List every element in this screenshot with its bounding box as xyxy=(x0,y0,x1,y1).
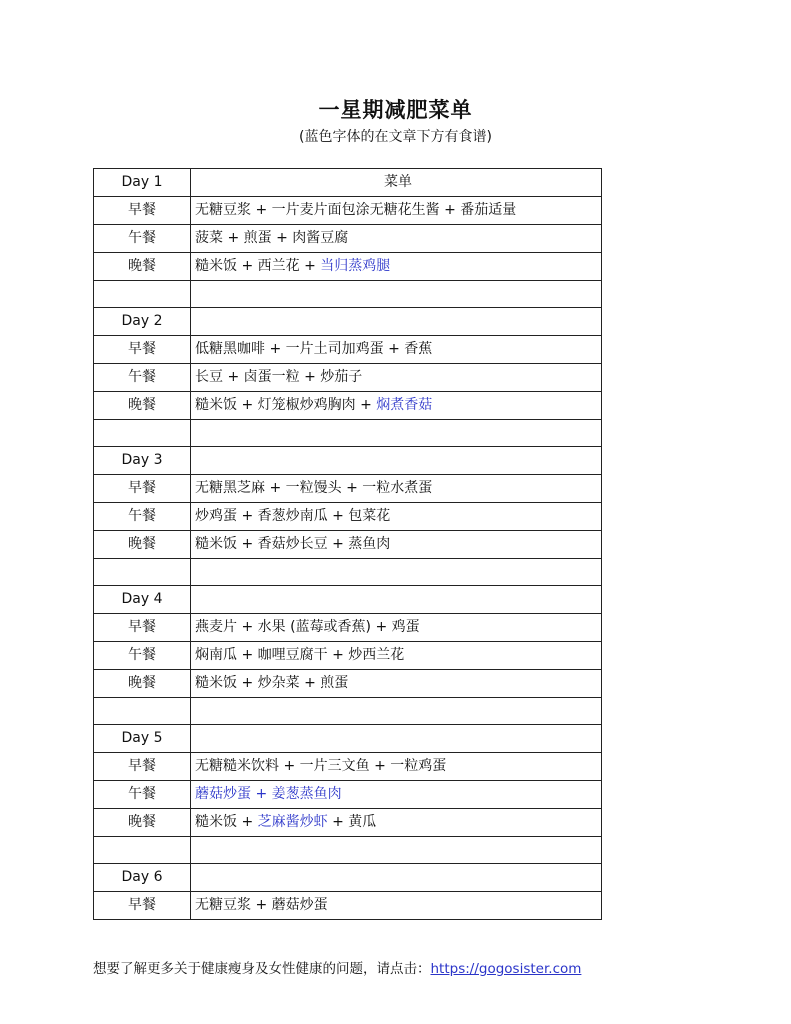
row-menu xyxy=(191,670,602,698)
table-row xyxy=(94,586,602,614)
table-row xyxy=(94,503,602,531)
row-label: 早餐 xyxy=(94,614,191,642)
row-menu xyxy=(191,503,602,531)
row-label: Day 2 xyxy=(94,308,191,336)
row-label: 午餐 xyxy=(94,364,191,392)
menu-text: 焖南瓜 + 咖哩豆腐干 + 炒西兰花 xyxy=(195,647,405,663)
row-label xyxy=(94,837,191,864)
row-menu xyxy=(191,392,602,420)
row-label: 早餐 xyxy=(94,336,191,364)
table-row xyxy=(94,614,602,642)
menu-text: 无糖糙米饮料 + 一片三文鱼 + 一粒鸡蛋 xyxy=(195,758,447,774)
row-menu xyxy=(191,197,602,225)
table-row xyxy=(94,281,602,308)
table-row xyxy=(94,837,602,864)
table-row xyxy=(94,197,602,225)
row-label xyxy=(94,281,191,308)
menu-text: 糙米饭 + 香菇炒长豆 + 蒸鱼肉 xyxy=(195,536,391,552)
page-title: 一星期减肥菜单 xyxy=(318,98,473,122)
row-label: 晚餐 xyxy=(94,392,191,420)
menu-text: 炒鸡蛋 + 香葱炒南瓜 + 包菜花 xyxy=(195,508,391,524)
row-label: 午餐 xyxy=(94,642,191,670)
row-menu xyxy=(191,614,602,642)
row-label xyxy=(94,420,191,447)
row-menu xyxy=(191,253,602,281)
menu-text: 燕麦片 + 水果 (蓝莓或香蕉) + 鸡蛋 xyxy=(195,619,420,635)
row-menu xyxy=(191,475,602,503)
menu-text: 无糖豆浆 + 一片麦片面包涂无糖花生酱 + 番茄适量 xyxy=(195,202,517,218)
row-label: 早餐 xyxy=(94,892,191,920)
recipe-item: 焖煮香菇 xyxy=(376,397,433,413)
table-body xyxy=(94,197,602,920)
row-label: 早餐 xyxy=(94,475,191,503)
table-row xyxy=(94,670,602,698)
row-label: Day 4 xyxy=(94,586,191,614)
row-menu xyxy=(191,531,602,559)
row-label: 早餐 xyxy=(94,753,191,781)
weekly-menu-table xyxy=(93,168,602,920)
menu-text: 糙米饭 + 西兰花 + xyxy=(195,258,321,274)
menu-text: 无糖豆浆 + 蘑菇炒蛋 xyxy=(195,897,328,913)
footer xyxy=(93,957,581,977)
footer-text: 想要了解更多关于健康瘦身及女性健康的问题，请点击： xyxy=(93,961,431,977)
row-menu xyxy=(191,364,602,392)
row-label: 早餐 xyxy=(94,197,191,225)
table-row xyxy=(94,892,602,920)
table-row xyxy=(94,753,602,781)
row-menu xyxy=(191,753,602,781)
recipe-item: 当归蒸鸡腿 xyxy=(320,258,391,274)
row-menu xyxy=(191,725,602,753)
row-menu xyxy=(191,586,602,614)
row-label: Day 3 xyxy=(94,447,191,475)
row-label: Day 6 xyxy=(94,864,191,892)
header-menu: 菜单 xyxy=(191,169,602,197)
table-row xyxy=(94,447,602,475)
menu-text: 糙米饭 + 灯笼椒炒鸡胸肉 + xyxy=(195,397,377,413)
table-row xyxy=(94,253,602,281)
row-menu xyxy=(191,447,602,475)
menu-text: 无糖黑芝麻 + 一粒馒头 + 一粒水煮蛋 xyxy=(195,480,433,496)
page-subtitle: (蓝色字体的在文章下方有食谱) xyxy=(299,129,492,145)
row-menu xyxy=(191,308,602,336)
table-row xyxy=(94,225,602,253)
table-row xyxy=(94,336,602,364)
menu-text: 低糖黑咖啡 + 一片土司加鸡蛋 + 香蕉 xyxy=(195,341,433,357)
row-label: 晚餐 xyxy=(94,253,191,281)
table-row xyxy=(94,781,602,809)
table-row xyxy=(94,864,602,892)
row-label: 午餐 xyxy=(94,225,191,253)
menu-text: 长豆 + 卤蛋一粒 + 炒茄子 xyxy=(195,369,363,385)
row-menu xyxy=(191,892,602,920)
header-day: Day 1 xyxy=(94,169,191,197)
row-menu xyxy=(191,281,602,308)
row-menu xyxy=(191,225,602,253)
row-label: Day 5 xyxy=(94,725,191,753)
row-label: 晚餐 xyxy=(94,809,191,837)
row-label xyxy=(94,559,191,586)
row-menu xyxy=(191,336,602,364)
row-label xyxy=(94,698,191,725)
row-menu xyxy=(191,698,602,725)
table-row xyxy=(94,392,602,420)
menu-text: 糙米饭 + xyxy=(195,814,258,830)
table-header-row xyxy=(94,169,602,197)
row-label: 午餐 xyxy=(94,781,191,809)
row-label: 晚餐 xyxy=(94,670,191,698)
row-menu xyxy=(191,642,602,670)
row-menu xyxy=(191,809,602,837)
footer-link[interactable]: https://gogosister.com xyxy=(430,961,582,977)
table-row xyxy=(94,364,602,392)
recipe-item: 蘑菇炒蛋 + 姜葱蒸鱼肉 xyxy=(195,786,342,802)
table-row xyxy=(94,642,602,670)
table-row xyxy=(94,475,602,503)
menu-text: + 黄瓜 xyxy=(327,814,377,830)
row-menu xyxy=(191,864,602,892)
row-label: 晚餐 xyxy=(94,531,191,559)
table-row xyxy=(94,308,602,336)
table-row xyxy=(94,809,602,837)
table-row xyxy=(94,698,602,725)
table-row xyxy=(94,531,602,559)
row-menu xyxy=(191,420,602,447)
table-row xyxy=(94,420,602,447)
recipe-item: 芝麻酱炒虾 xyxy=(257,814,328,830)
menu-text: 糙米饭 + 炒杂菜 + 煎蛋 xyxy=(195,675,349,691)
row-menu xyxy=(191,559,602,586)
table-row xyxy=(94,559,602,586)
row-menu xyxy=(191,837,602,864)
row-menu xyxy=(191,781,602,809)
menu-text: 菠菜 + 煎蛋 + 肉酱豆腐 xyxy=(195,230,349,246)
table-row xyxy=(94,725,602,753)
row-label: 午餐 xyxy=(94,503,191,531)
